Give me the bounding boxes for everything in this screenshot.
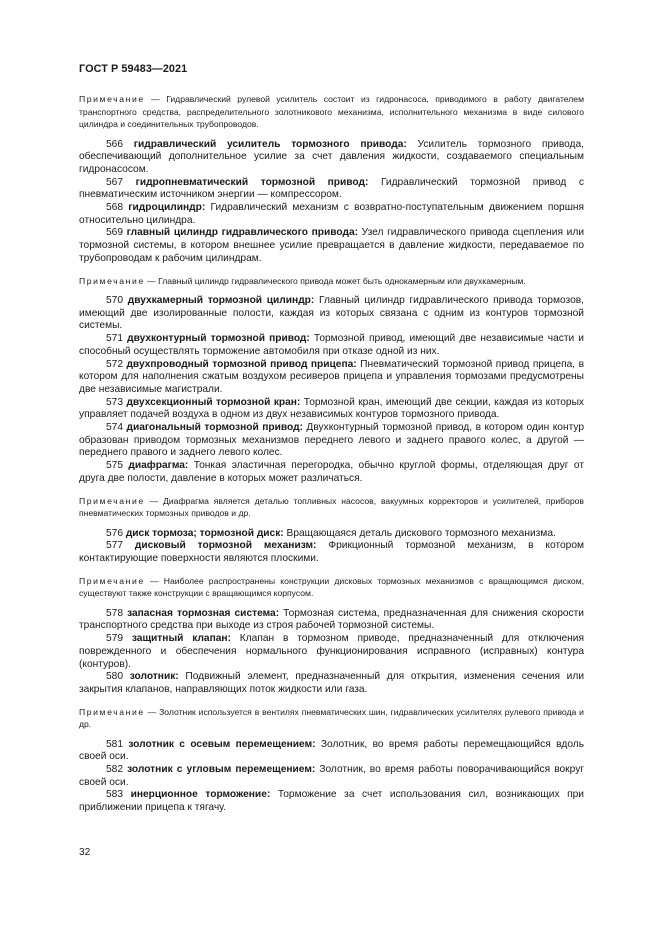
term-entry-568	[79, 202, 584, 227]
term-number: 582	[106, 764, 128, 776]
page-number: 32	[79, 847, 91, 858]
term-entry-573	[79, 397, 584, 422]
note-lead: Примечание	[79, 94, 145, 104]
term-name: золотник с угловым перемещением:	[127, 764, 316, 776]
term-number: 568	[106, 202, 129, 214]
term-name: двухконтурный тормозной привод:	[127, 333, 310, 345]
term-definition: Фрикционный тормозной механизм, в котором контактирующие поверхности являются плоскими.	[79, 540, 584, 564]
term-name: гидроцилиндр:	[128, 202, 206, 214]
term-number: 578	[106, 607, 128, 619]
term-definition: Двухконтурный тормозной привод, в котором один контур образован приводом тормозных механизмов переднего левого и заднего правого колес, а другой — переднего правого и заднего левого колес.	[79, 422, 584, 459]
term-name: гидропневматический тормозной привод:	[135, 176, 369, 188]
term-definition: Главный цилиндр гидравлического привода тормозов, имеющий две изолированные полости, каждая из которых связана с одним из контуров тормозной системы.	[79, 295, 584, 332]
note-text: — Главный цилиндр гидравлического привода может быть однокамерным или двухкамерным.	[144, 275, 526, 286]
term-number: 574	[106, 422, 127, 434]
term-number: 572	[106, 358, 127, 370]
term-definition: Тонкая эластичная перегородка, обычно круглой формы, отделяющая друг от друга две полости, давление в которых может различаться.	[79, 460, 585, 484]
term-name: двухкамерный тормозной цилиндр:	[127, 295, 315, 307]
term-number: 577	[106, 540, 135, 552]
term-entry-583	[79, 789, 584, 814]
term-definition: Торможение за счет использования сил, возникающих при приближении прицепа к тягачу.	[79, 789, 584, 814]
note-lead: Примечание	[79, 275, 145, 286]
term-name: золотник с осевым перемещением:	[128, 738, 316, 750]
term-definition: Тормозная система, предназначенная для снижения скорости транспортного средства при выходе из строя рабочей тормозной системы.	[79, 607, 584, 632]
note-text: — Диафрагма является деталью топливных насосов, вакуумных корректоров и усилителей, приборов пневматических тормозных приводов и др.	[79, 495, 584, 519]
term-definition: Подвижный элемент, предназначенный для открытия, изменения сечения или закрытия клапанов, направляющих поток жидкости или газа.	[79, 671, 585, 695]
term-number: 570	[106, 295, 128, 307]
term-entry-567	[79, 177, 584, 202]
term-entry-577	[79, 540, 584, 565]
note-text: — Золотник используется в вентилях пневматических шин, гидравлических усилителях рулевого привода и др.	[79, 706, 584, 730]
note	[79, 495, 584, 520]
term-name: двухсекционный тормозной кран:	[126, 396, 301, 408]
note	[79, 706, 584, 731]
term-name: защитный клапан:	[131, 633, 231, 645]
term-definition: Тормозной кран, имеющий две секции, каждая из которых управляет подачей воздуха в одном из двух независимых контуров тормозного привода.	[79, 396, 584, 421]
term-entry-578	[79, 608, 584, 633]
term-definition: Клапан в тормозном приводе, предназначенный для отключения поврежденного и обеспечения нормального функционирования исправного (исправных) контура (контуров).	[79, 633, 585, 670]
term-number: 575	[106, 460, 129, 472]
term-number: 566	[106, 138, 134, 150]
term-entry-576	[79, 528, 584, 541]
term-entry-570	[79, 295, 584, 333]
term-definition: Узел гидравлического привода сцепления или тормозной системы, в котором внешнее усилие превращается в давление жидкости, передаваемое по трубопроводам к рабочим цилиндрам.	[79, 227, 585, 264]
term-entry-581	[79, 739, 584, 764]
note-text: — Наиболее распространены конструкции дисковых тормозных механизмов с вращающимся диском, существуют также конструкции с вращающимся корпусом.	[79, 575, 584, 599]
term-name: золотник:	[129, 671, 179, 683]
note-lead: Примечание	[79, 706, 145, 717]
term-entry-569	[79, 227, 584, 265]
term-definition: Золотник, во время работы перемещающийся вдоль своей оси.	[79, 738, 585, 763]
term-entry-566	[79, 139, 584, 177]
note	[79, 275, 584, 288]
term-name: диагональный тормозной привод:	[126, 422, 303, 434]
term-definition: Усилитель тормозного привода, обеспечивающий дополнительное усилие за счет давления жидкости, создаваемого специальным гидронасосом.	[79, 138, 585, 175]
term-number: 571	[106, 333, 128, 345]
term-number: 580	[106, 671, 130, 683]
term-entry-582	[79, 764, 584, 789]
term-definition: Гидравлический тормозной привод с пневматическим источником энергии — компрессором.	[79, 176, 585, 201]
term-name: главный цилиндр гидравлического привода:	[126, 227, 359, 239]
term-entry-580	[79, 671, 584, 696]
term-name: запасная тормозная система:	[127, 607, 280, 619]
term-number: 579	[106, 633, 132, 645]
term-number: 569	[106, 227, 127, 239]
note	[79, 93, 584, 131]
term-name: диафрагма:	[128, 460, 189, 472]
term-definition: Вращающаяся деталь дискового тормозного механизма.	[283, 527, 556, 539]
term-number: 567	[106, 176, 136, 188]
term-entry-571	[79, 333, 584, 358]
term-name: инерционное торможение:	[130, 789, 271, 801]
note	[79, 575, 584, 600]
term-entry-579	[79, 633, 584, 671]
term-entry-574	[79, 422, 584, 460]
term-name: двухпроводный тормозной привод прицепа:	[126, 358, 357, 370]
term-definition: Тормозной привод, имеющий две независимые части и способный осуществлять торможение автомобиля при отказе одной из них.	[79, 333, 584, 357]
term-definition: Пневматический тормозной привод прицепа, в котором для наполнения сжатым воздухом ресиверов прицепа и управления тормозами предусмотрены две независимые магистрали.	[79, 358, 584, 395]
term-definition: Гидравлический механизм с возвратно-поступательным движением поршня относительно цилиндра.	[79, 202, 585, 226]
term-number: 576	[106, 527, 126, 539]
note-text: — Гидравлический рулевой усилитель состоит из гидронасоса, приводимого в работу двигателем транспортного средства, распределительного золотникового механизма, исполнительного механизма в виде силового цилиндра и соединительных трубопроводов.	[79, 94, 584, 129]
term-definition: Золотник, во время работы поворачивающийся вокруг своей оси.	[79, 764, 584, 788]
term-number: 573	[106, 396, 127, 408]
term-number: 583	[106, 789, 131, 801]
term-entry-572	[79, 359, 584, 397]
document-body	[79, 93, 584, 815]
document-header: ГОСТ Р 59483—2021	[79, 63, 188, 75]
term-number: 581	[106, 738, 129, 750]
term-name: гидравлический усилитель тормозного привода:	[133, 138, 407, 150]
note-lead: Примечание	[79, 575, 145, 586]
term-name: дисковый тормозной механизм:	[134, 540, 317, 552]
term-name: диск тормоза; тормозной диск:	[125, 527, 284, 539]
term-entry-575	[79, 460, 584, 485]
note-lead: Примечание	[79, 495, 145, 506]
